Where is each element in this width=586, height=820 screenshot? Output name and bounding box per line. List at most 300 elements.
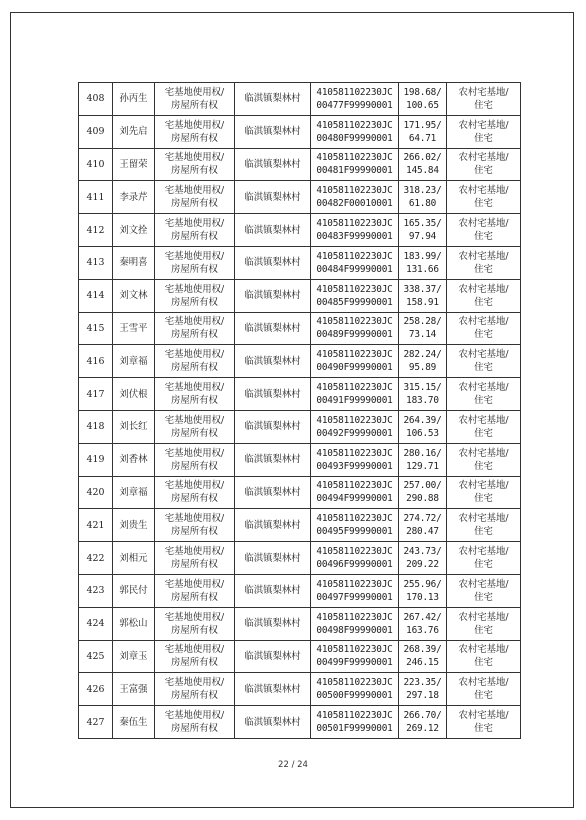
- area-cell-line: 290.88: [406, 493, 439, 505]
- land-use-cell-line: 住宅: [474, 231, 493, 243]
- right-type-cell-line: 宅基地使用权/: [164, 86, 225, 98]
- row-number-cell-line: 423: [86, 585, 105, 597]
- right-type-cell-line: 房屋所有权: [171, 657, 218, 669]
- owner-name-cell: [113, 476, 155, 509]
- parcel-code-cell-line: 410581102230JC: [316, 349, 393, 361]
- parcel-code-cell: [311, 706, 399, 739]
- right-type-cell-line: 宅基地使用权/: [164, 447, 225, 459]
- land-use-cell-line: 住宅: [474, 624, 493, 636]
- right-type-cell-line: 房屋所有权: [171, 427, 218, 439]
- location-cell: [235, 476, 311, 509]
- right-type-cell-line: 房屋所有权: [171, 624, 218, 636]
- table-row: [79, 181, 521, 214]
- parcel-code-cell-line: 410581102230JC: [316, 611, 393, 623]
- right-type-cell-line: 房屋所有权: [171, 231, 218, 243]
- owner-name-cell-line: 秦伍生: [119, 716, 148, 728]
- area-cell: [399, 410, 447, 443]
- right-type-cell: [155, 181, 235, 214]
- area-cell-line: 267.42/: [403, 611, 442, 623]
- land-use-cell-line: 农村宅基地/: [458, 513, 509, 525]
- row-number-cell: [79, 148, 113, 181]
- right-type-cell-line: 房屋所有权: [171, 559, 218, 571]
- parcel-code-cell-line: 410581102230JC: [316, 677, 393, 689]
- land-use-cell: [447, 640, 521, 673]
- row-number-cell: [79, 443, 113, 476]
- location-cell-line: 临淇镇梨林村: [244, 683, 301, 695]
- parcel-code-cell-line: 00485F99990001: [316, 296, 393, 308]
- parcel-code-cell-line: 00480F99990001: [316, 132, 393, 144]
- area-cell-line: 269.12: [406, 723, 439, 735]
- right-type-cell-line: 房屋所有权: [171, 723, 218, 735]
- land-use-cell-line: 住宅: [474, 657, 493, 669]
- land-use-cell-line: 住宅: [474, 263, 493, 275]
- area-cell-line: 280.47: [406, 526, 439, 538]
- row-number-cell-line: 414: [86, 290, 105, 302]
- land-use-cell-line: 住宅: [474, 427, 493, 439]
- owner-name-cell: [113, 640, 155, 673]
- parcel-code-cell-line: 00483F99990001: [316, 231, 393, 243]
- area-cell-line: 106.53: [406, 427, 439, 439]
- row-number-cell-line: 426: [86, 683, 105, 695]
- table-row: [79, 148, 521, 181]
- parcel-code-cell-line: 00495F99990001: [316, 526, 393, 538]
- area-cell: [399, 607, 447, 640]
- parcel-code-cell-line: 410581102230JC: [316, 316, 393, 328]
- row-number-cell: [79, 83, 113, 116]
- land-use-cell-line: 农村宅基地/: [458, 677, 509, 689]
- location-cell-line: 临淇镇梨林村: [244, 486, 301, 498]
- row-number-cell: [79, 345, 113, 378]
- parcel-code-cell: [311, 279, 399, 312]
- area-cell: [399, 181, 447, 214]
- area-cell: [399, 83, 447, 116]
- area-cell-line: 338.37/: [403, 283, 442, 295]
- location-cell-line: 临淇镇梨林村: [244, 191, 301, 203]
- land-use-cell: [447, 443, 521, 476]
- owner-name-cell-line: 李录芹: [119, 191, 148, 203]
- owner-name-cell-line: 刘伏根: [119, 388, 148, 400]
- row-number-cell-line: 427: [86, 716, 105, 728]
- row-number-cell-line: 415: [86, 322, 105, 334]
- parcel-code-cell-line: 410581102230JC: [316, 480, 393, 492]
- parcel-code-cell-line: 410581102230JC: [316, 644, 393, 656]
- table-row: [79, 640, 521, 673]
- land-use-cell-line: 住宅: [474, 198, 493, 210]
- row-number-cell: [79, 574, 113, 607]
- area-cell: [399, 279, 447, 312]
- location-cell: [235, 83, 311, 116]
- area-cell-line: 282.24/: [403, 349, 442, 361]
- parcel-code-cell: [311, 509, 399, 542]
- right-type-cell-line: 房屋所有权: [171, 132, 218, 144]
- row-number-cell: [79, 279, 113, 312]
- land-use-cell: [447, 574, 521, 607]
- row-number-cell: [79, 542, 113, 575]
- area-cell-line: 274.72/: [403, 513, 442, 525]
- parcel-code-cell: [311, 673, 399, 706]
- right-type-cell-line: 房屋所有权: [171, 198, 218, 210]
- area-cell-line: 171.95/: [403, 119, 442, 131]
- area-cell-line: 198.68/: [403, 86, 442, 98]
- parcel-code-cell: [311, 574, 399, 607]
- parcel-code-cell: [311, 476, 399, 509]
- row-number-cell: [79, 476, 113, 509]
- area-cell-line: 163.76: [406, 624, 439, 636]
- area-cell: [399, 673, 447, 706]
- location-cell: [235, 640, 311, 673]
- parcel-code-cell-line: 410581102230JC: [316, 185, 393, 197]
- area-cell: [399, 246, 447, 279]
- row-number-cell-line: 408: [86, 93, 105, 105]
- land-use-cell-line: 农村宅基地/: [458, 185, 509, 197]
- land-use-cell-line: 农村宅基地/: [458, 611, 509, 623]
- parcel-code-cell-line: 410581102230JC: [316, 382, 393, 394]
- table-row: [79, 607, 521, 640]
- area-cell-line: 297.18: [406, 690, 439, 702]
- location-cell: [235, 115, 311, 148]
- row-number-cell: [79, 378, 113, 411]
- parcel-code-cell-line: 00496F99990001: [316, 559, 393, 571]
- location-cell-line: 临淇镇梨林村: [244, 618, 301, 630]
- row-number-cell-line: 410: [86, 158, 105, 170]
- land-use-cell-line: 农村宅基地/: [458, 86, 509, 98]
- right-type-cell-line: 房屋所有权: [171, 99, 218, 111]
- area-cell: [399, 115, 447, 148]
- right-type-cell-line: 宅基地使用权/: [164, 480, 225, 492]
- right-type-cell: [155, 509, 235, 542]
- row-number-cell: [79, 410, 113, 443]
- parcel-code-cell-line: 00477F99990001: [316, 99, 393, 111]
- land-use-cell-line: 住宅: [474, 460, 493, 472]
- owner-name-cell: [113, 148, 155, 181]
- parcel-code-cell-line: 410581102230JC: [316, 414, 393, 426]
- parcel-code-cell-line: 00493F99990001: [316, 460, 393, 472]
- table-row: [79, 214, 521, 247]
- owner-name-cell: [113, 83, 155, 116]
- row-number-cell: [79, 246, 113, 279]
- location-cell-line: 临淇镇梨林村: [244, 585, 301, 597]
- area-cell-line: 266.02/: [403, 152, 442, 164]
- right-type-cell: [155, 443, 235, 476]
- parcel-code-cell: [311, 83, 399, 116]
- parcel-code-cell-line: 410581102230JC: [316, 447, 393, 459]
- right-type-cell: [155, 574, 235, 607]
- right-type-cell-line: 宅基地使用权/: [164, 119, 225, 131]
- right-type-cell-line: 房屋所有权: [171, 591, 218, 603]
- row-number-cell-line: 425: [86, 650, 105, 662]
- land-use-cell: [447, 214, 521, 247]
- parcel-code-cell-line: 410581102230JC: [316, 250, 393, 262]
- location-cell-line: 临淇镇梨林村: [244, 716, 301, 728]
- parcel-code-cell-line: 00500F99990001: [316, 690, 393, 702]
- table-row: [79, 706, 521, 739]
- parcel-code-cell-line: 410581102230JC: [316, 513, 393, 525]
- row-number-cell-line: 409: [86, 126, 105, 138]
- land-use-cell: [447, 607, 521, 640]
- parcel-code-cell: [311, 607, 399, 640]
- row-number-cell: [79, 640, 113, 673]
- registry-table-body: [79, 83, 521, 739]
- right-type-cell: [155, 706, 235, 739]
- row-number-cell-line: 418: [86, 421, 105, 433]
- right-type-cell-line: 宅基地使用权/: [164, 349, 225, 361]
- row-number-cell-line: 424: [86, 618, 105, 630]
- area-cell-line: 257.00/: [403, 480, 442, 492]
- owner-name-cell-line: 刘贵生: [119, 519, 148, 531]
- location-cell: [235, 574, 311, 607]
- land-use-cell-line: 住宅: [474, 690, 493, 702]
- land-use-cell-line: 住宅: [474, 132, 493, 144]
- right-type-cell: [155, 345, 235, 378]
- area-cell-line: 73.14: [408, 329, 437, 341]
- land-use-cell-line: 住宅: [474, 526, 493, 538]
- right-type-cell-line: 房屋所有权: [171, 296, 218, 308]
- owner-name-cell-line: 刘相元: [119, 552, 148, 564]
- right-type-cell-line: 房屋所有权: [171, 690, 218, 702]
- table-row: [79, 476, 521, 509]
- row-number-cell-line: 420: [86, 486, 105, 498]
- right-type-cell-line: 宅基地使用权/: [164, 710, 225, 722]
- land-use-cell-line: 住宅: [474, 395, 493, 407]
- table-row: [79, 673, 521, 706]
- parcel-code-cell: [311, 312, 399, 345]
- area-cell-line: 246.15: [406, 657, 439, 669]
- right-type-cell: [155, 410, 235, 443]
- land-use-cell-line: 农村宅基地/: [458, 119, 509, 131]
- area-cell-line: 268.39/: [403, 644, 442, 656]
- area-cell-line: 223.35/: [403, 677, 442, 689]
- area-cell-line: 255.96/: [403, 578, 442, 590]
- table-row: [79, 83, 521, 116]
- parcel-code-cell-line: 00490F99990001: [316, 362, 393, 374]
- parcel-code-cell: [311, 148, 399, 181]
- right-type-cell: [155, 148, 235, 181]
- land-use-cell: [447, 246, 521, 279]
- land-use-cell: [447, 410, 521, 443]
- owner-name-cell-line: 刘先启: [119, 126, 148, 138]
- right-type-cell-line: 宅基地使用权/: [164, 185, 225, 197]
- area-cell-line: 266.70/: [403, 710, 442, 722]
- area-cell: [399, 640, 447, 673]
- owner-name-cell: [113, 345, 155, 378]
- land-use-cell-line: 住宅: [474, 296, 493, 308]
- parcel-code-cell-line: 410581102230JC: [316, 283, 393, 295]
- right-type-cell-line: 房屋所有权: [171, 493, 218, 505]
- row-number-cell: [79, 214, 113, 247]
- land-use-cell: [447, 148, 521, 181]
- table-row: [79, 443, 521, 476]
- area-cell-line: 97.94: [408, 231, 437, 243]
- row-number-cell-line: 411: [86, 191, 105, 203]
- land-use-cell-line: 住宅: [474, 559, 493, 571]
- land-use-cell-line: 农村宅基地/: [458, 152, 509, 164]
- location-cell: [235, 673, 311, 706]
- location-cell-line: 临淇镇梨林村: [244, 93, 301, 105]
- parcel-code-cell: [311, 345, 399, 378]
- parcel-code-cell: [311, 378, 399, 411]
- row-number-cell: [79, 181, 113, 214]
- parcel-code-cell-line: 00501F99990001: [316, 723, 393, 735]
- row-number-cell: [79, 706, 113, 739]
- land-use-cell-line: 农村宅基地/: [458, 447, 509, 459]
- right-type-cell: [155, 476, 235, 509]
- location-cell-line: 临淇镇梨林村: [244, 290, 301, 302]
- right-type-cell-line: 房屋所有权: [171, 165, 218, 177]
- row-number-cell: [79, 509, 113, 542]
- right-type-cell-line: 宅基地使用权/: [164, 382, 225, 394]
- owner-name-cell-line: 刘章福: [119, 486, 148, 498]
- location-cell: [235, 181, 311, 214]
- parcel-code-cell-line: 00499F99990001: [316, 657, 393, 669]
- owner-name-cell: [113, 115, 155, 148]
- location-cell: [235, 345, 311, 378]
- right-type-cell-line: 宅基地使用权/: [164, 152, 225, 164]
- area-cell-line: 61.80: [408, 198, 437, 210]
- parcel-code-cell-line: 00497F99990001: [316, 591, 393, 603]
- parcel-code-cell-line: 00494F99990001: [316, 493, 393, 505]
- row-number-cell-line: 416: [86, 355, 105, 367]
- parcel-code-cell-line: 410581102230JC: [316, 546, 393, 558]
- table-row: [79, 378, 521, 411]
- owner-name-cell: [113, 279, 155, 312]
- owner-name-cell-line: 孙丙生: [119, 93, 148, 105]
- right-type-cell: [155, 542, 235, 575]
- land-use-cell: [447, 706, 521, 739]
- owner-name-cell: [113, 214, 155, 247]
- table-row: [79, 509, 521, 542]
- location-cell-line: 临淇镇梨林村: [244, 126, 301, 138]
- area-cell-line: 95.89: [408, 362, 437, 374]
- location-cell-line: 临淇镇梨林村: [244, 421, 301, 433]
- owner-name-cell-line: 刘文拴: [119, 224, 148, 236]
- area-cell-line: 183.99/: [403, 250, 442, 262]
- owner-name-cell-line: 王雪平: [119, 322, 148, 334]
- right-type-cell: [155, 378, 235, 411]
- right-type-cell-line: 房屋所有权: [171, 460, 218, 472]
- parcel-code-cell-line: 410581102230JC: [316, 218, 393, 230]
- table-row: [79, 574, 521, 607]
- right-type-cell: [155, 640, 235, 673]
- land-use-cell: [447, 279, 521, 312]
- land-use-cell-line: 农村宅基地/: [458, 710, 509, 722]
- right-type-cell-line: 宅基地使用权/: [164, 578, 225, 590]
- right-type-cell-line: 宅基地使用权/: [164, 218, 225, 230]
- area-cell-line: 243.73/: [403, 546, 442, 558]
- owner-name-cell-line: 王富强: [119, 683, 148, 695]
- land-use-cell-line: 农村宅基地/: [458, 644, 509, 656]
- right-type-cell: [155, 83, 235, 116]
- area-cell: [399, 476, 447, 509]
- owner-name-cell-line: 刘香林: [119, 454, 148, 466]
- right-type-cell-line: 宅基地使用权/: [164, 677, 225, 689]
- area-cell-line: 158.91: [406, 296, 439, 308]
- parcel-code-cell-line: 00481F99990001: [316, 165, 393, 177]
- row-number-cell: [79, 115, 113, 148]
- area-cell-line: 315.15/: [403, 382, 442, 394]
- area-cell: [399, 148, 447, 181]
- table-row: [79, 115, 521, 148]
- area-cell-line: 145.84: [406, 165, 439, 177]
- owner-name-cell: [113, 378, 155, 411]
- parcel-code-cell-line: 00482F00010001: [316, 198, 393, 210]
- land-use-cell: [447, 115, 521, 148]
- location-cell-line: 临淇镇梨林村: [244, 454, 301, 466]
- owner-name-cell: [113, 443, 155, 476]
- parcel-code-cell: [311, 542, 399, 575]
- right-type-cell-line: 宅基地使用权/: [164, 644, 225, 656]
- owner-name-cell-line: 郭民付: [119, 585, 148, 597]
- owner-name-cell-line: 刘文林: [119, 290, 148, 302]
- right-type-cell-line: 房屋所有权: [171, 526, 218, 538]
- right-type-cell: [155, 279, 235, 312]
- area-cell-line: 258.28/: [403, 316, 442, 328]
- area-cell-line: 264.39/: [403, 414, 442, 426]
- owner-name-cell: [113, 246, 155, 279]
- owner-name-cell: [113, 181, 155, 214]
- location-cell: [235, 378, 311, 411]
- location-cell-line: 临淇镇梨林村: [244, 158, 301, 170]
- land-use-cell-line: 住宅: [474, 493, 493, 505]
- land-use-cell: [447, 378, 521, 411]
- owner-name-cell-line: 王留荣: [119, 158, 148, 170]
- location-cell: [235, 279, 311, 312]
- right-type-cell-line: 宅基地使用权/: [164, 513, 225, 525]
- owner-name-cell: [113, 410, 155, 443]
- land-use-cell-line: 住宅: [474, 329, 493, 341]
- land-use-cell-line: 农村宅基地/: [458, 283, 509, 295]
- owner-name-cell: [113, 312, 155, 345]
- row-number-cell-line: 419: [86, 454, 105, 466]
- location-cell: [235, 542, 311, 575]
- area-cell-line: 129.71: [406, 460, 439, 472]
- right-type-cell-line: 宅基地使用权/: [164, 316, 225, 328]
- row-number-cell-line: 412: [86, 224, 105, 236]
- right-type-cell-line: 宅基地使用权/: [164, 283, 225, 295]
- location-cell: [235, 443, 311, 476]
- area-cell: [399, 574, 447, 607]
- owner-name-cell-line: 刘章玉: [119, 650, 148, 662]
- parcel-code-cell-line: 00498F99990001: [316, 624, 393, 636]
- parcel-code-cell: [311, 410, 399, 443]
- land-use-cell-line: 住宅: [474, 165, 493, 177]
- parcel-code-cell: [311, 640, 399, 673]
- right-type-cell-line: 房屋所有权: [171, 395, 218, 407]
- table-row: [79, 312, 521, 345]
- parcel-code-cell-line: 410581102230JC: [316, 86, 393, 98]
- location-cell: [235, 214, 311, 247]
- row-number-cell-line: 421: [86, 519, 105, 531]
- land-use-cell: [447, 509, 521, 542]
- area-cell: [399, 542, 447, 575]
- owner-name-cell: [113, 574, 155, 607]
- area-cell-line: 318.23/: [403, 185, 442, 197]
- owner-name-cell: [113, 509, 155, 542]
- parcel-code-cell: [311, 181, 399, 214]
- parcel-code-cell: [311, 443, 399, 476]
- table-row: [79, 345, 521, 378]
- area-cell-line: 280.16/: [403, 447, 442, 459]
- location-cell-line: 临淇镇梨林村: [244, 257, 301, 269]
- location-cell-line: 临淇镇梨林村: [244, 322, 301, 334]
- owner-name-cell-line: 秦明喜: [119, 257, 148, 269]
- location-cell-line: 临淇镇梨林村: [244, 519, 301, 531]
- table-row: [79, 410, 521, 443]
- table-row: [79, 246, 521, 279]
- table-row: [79, 279, 521, 312]
- land-use-cell: [447, 83, 521, 116]
- location-cell: [235, 410, 311, 443]
- parcel-code-cell-line: 00489F99990001: [316, 329, 393, 341]
